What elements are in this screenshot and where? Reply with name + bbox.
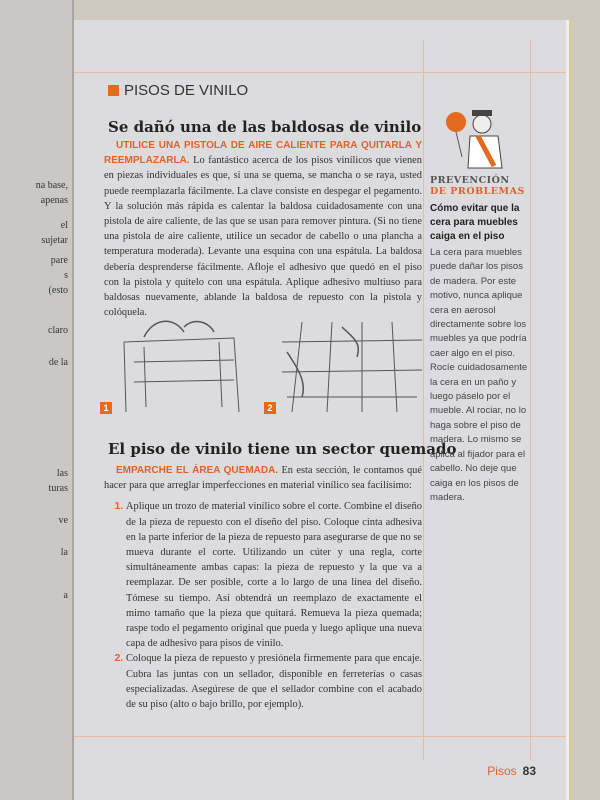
- illustration-heat-gun: [114, 312, 254, 414]
- article-title: El piso de vinilo tiene un sector quemado: [108, 440, 457, 458]
- left-page-text-fragment: de la: [48, 357, 68, 368]
- illustration-scraper: [282, 312, 422, 414]
- left-page-text-fragment: s: [64, 270, 68, 281]
- book-page: [74, 20, 566, 800]
- sidebar-title: PREVENCIÓN: [430, 175, 510, 186]
- body-text: En esta sección, le contamos qué hacer para que arreglar imperfecciones en material vinílico sea facilísimo:: [104, 465, 422, 492]
- sidebar-body: La cera para muebles puede dañar los pisos de madera. Por este motivo, nunca aplique cera en aerosol directamente sobre los muebles ya que podría caer algo en el piso. Rocíe cuidadosamente la cera en un paño y luego páselo por el mueble. Al rociar, no lo haga sobre el piso de madera. Lo mismo se aplica al fijador para el cabello. No deje que caiga en los pisos de madera.: [430, 247, 528, 503]
- handyman-mascot-icon: [442, 102, 514, 172]
- figure-number: 2: [264, 402, 276, 414]
- column-divider: [423, 40, 424, 760]
- left-page-text-fragment: pare: [50, 255, 68, 266]
- orange-square-icon: [108, 85, 119, 96]
- left-page-text-fragment: claro: [48, 325, 68, 336]
- lead-in: EMPARCHE EL ÁREA QUEMADA.: [116, 465, 279, 476]
- left-page-text-fragment: el: [60, 220, 68, 231]
- step-item: 2. Coloque la pieza de repuesto y presiónela firmemente para que encaje. Cubra las juntas con un sellador, disponible en ferreterías o casas especializadas. Asegúrese de que el sellador combine con el acabado de su piso (alto o bajo brillo, por ejemplo).: [126, 651, 422, 712]
- left-page-text-fragment: turas: [48, 483, 68, 494]
- section-label-text: PISOS DE VINILO: [124, 82, 249, 99]
- sidebar-question: Cómo evitar que la cera para muebles caiga en el piso: [430, 203, 520, 242]
- left-page-text-fragment: (esto: [48, 285, 68, 296]
- column-divider: [530, 40, 531, 760]
- left-page-text-fragment: na base,: [35, 180, 68, 191]
- article-body: [104, 138, 422, 320]
- figure-number: 1: [100, 402, 112, 414]
- left-page-text-fragment: las: [56, 468, 68, 479]
- article-title: Se dañó una de las baldosas de vinilo: [108, 118, 422, 136]
- step-item: 1. Aplique un trozo de material vinílico sobre el corte. Combine el diseño de la pieza de repuesto con el diseño del piso. Coloque cinta adhesiva en la parte inferior de la pieza de repuesto para asegurarse de que no se mueva durante el corte. Utilizando un cúter y una regla, corte simultáneamente ambas capas: la pieza de repuesto y la que va a reemplazar. De ser posible, corte a lo largo de una línea del diseño. Tómese su tiempo. Así obtendrá un reemplazo de exactamente el mimo tamaño que la pieza que quitará. Remueva la pieza quemada; raspe todo el pegamento original que pueda y luego aplique una nueva capa de adhesivo para pisos de vinilo.: [126, 499, 422, 651]
- page-number: 83: [522, 764, 536, 778]
- left-page-text-fragment: la: [60, 547, 68, 558]
- left-page: [0, 0, 74, 800]
- header-rule: [74, 72, 566, 73]
- left-page-text-fragment: ve: [58, 515, 68, 526]
- left-page-text-fragment: a: [63, 590, 68, 601]
- troubleshooting-sidebar: [430, 175, 530, 505]
- lead-in: UTILICE UNA PISTOLA DE AIRE CALIENTE PARA QUITARLA Y REEMPLAZARLA.: [104, 140, 422, 167]
- body-text: Lo fantástico acerca de los pisos vinílicos que vienen en piezas individuales es que, si una se quema, se mancha o se raya, usted puede reemplazarla fácilmente. La clave consiste en despegar el pegamento. Y la solución más rápida es calentar la baldosa cuidadosamente con una pistola de aire caliente, de las que se usan para remover pintura. (Si no tiene una pistola de aire caliente, utilice un secador de cabello o una plancha a temperatura moderada). Levante una esquina con una espátula. La baldosa debería desprenderse fácilmente. Afloje el adhesivo que quedó en el piso con la pistola y quítelo con una espátula. Aplique adhesivo multiuso para baldosas nuevamente, ablande la baldosa de repuesto con la pistola y colóquela.: [104, 155, 422, 319]
- sidebar-title: DE PROBLEMAS: [430, 186, 525, 197]
- article-body: [104, 463, 422, 712]
- left-page-text-fragment: sujetar: [41, 235, 68, 246]
- section-label: [108, 82, 248, 99]
- footer-section: Pisos: [487, 764, 517, 778]
- footer-rule: [74, 736, 566, 737]
- page-footer: [487, 764, 536, 778]
- left-page-text-fragment: apenas: [40, 195, 68, 206]
